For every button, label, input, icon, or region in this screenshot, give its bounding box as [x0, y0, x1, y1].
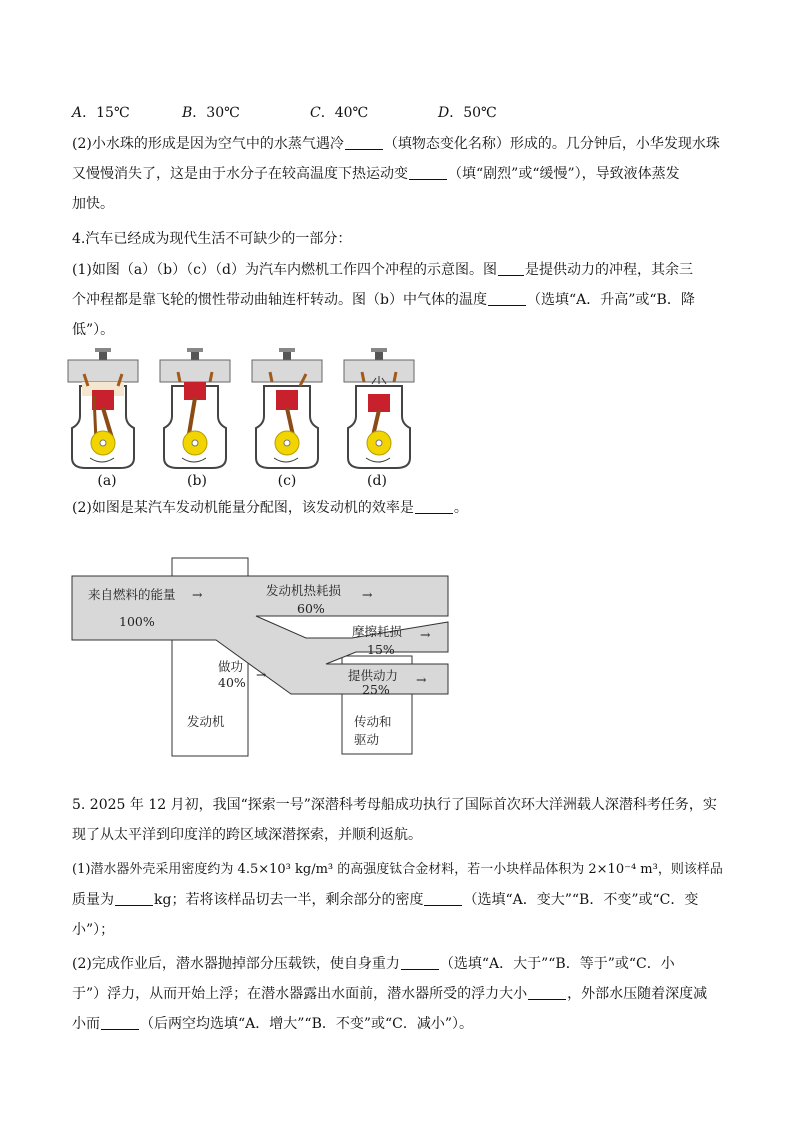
figure-label-c: (c) — [277, 473, 297, 489]
q3-options — [72, 102, 712, 124]
q3-part2-line1: (2)小水珠的形成是因为空气中的水蒸气遇冷 （填物态变化名称）形成的。几分钟后，小华发现水珠 — [72, 136, 720, 152]
power-arrow: → — [416, 672, 427, 687]
q5-part1-line3: 小”）； — [72, 922, 115, 938]
answer-blank[interactable] — [528, 985, 566, 1000]
q5-part2-line1: (2)完成作业后，潜水器抛掉部分压载铁，使自身重力 （选填“A．大于”“B．等于”或“C．小 — [72, 956, 675, 972]
q4-stem: 4.汽车已经成为现代生活不可缺少的一部分： — [72, 231, 352, 247]
power-percent: 25% — [362, 682, 390, 697]
heat-label: 发动机热耗损 — [266, 583, 342, 598]
work-arrow: → — [256, 667, 267, 682]
q5-line2: 现了从太平洋到印度洋的跨区域深潜探索，并顺利返航。 — [72, 827, 422, 843]
q3-part2-line3: 加快。 — [72, 196, 114, 212]
drive-box-label-2: 驱动 — [354, 732, 380, 747]
fuel-arrow: → — [192, 587, 203, 602]
answer-blank[interactable] — [101, 1015, 139, 1030]
q5-part1-line1: (1)潜水器外壳采用密度约为 4.5×10³ kg/m³ 的高强度钛合金材料，若一小块样品体积为 2×10⁻⁴ m³，则该样品 — [72, 862, 723, 877]
q5-line1: 5. 2025 年 12 月初，我国“探索一号”深潜科考母船成功执行了国际首次环大洋洲载人深潜科考任务，实 — [72, 797, 717, 813]
engine-strokes-figure — [66, 346, 406, 496]
fuel-label: 来自燃料的能量 — [88, 587, 176, 602]
work-label: 做功 — [218, 659, 244, 674]
q5-part1-line2: 质量为 kg；若将该样品切去一半，剩余部分的密度 （选填“A．变大”“B．不变”或“C．变 — [72, 892, 699, 908]
option-c: C．40℃ — [310, 105, 369, 121]
q4-part1-line1: (1)如图（a）（b）（c）（d）为汽车内燃机工作四个冲程的示意图。图 是提供动力的冲程，其余三 — [72, 262, 693, 278]
figure-label-b: (b) — [187, 473, 207, 489]
heat-percent: 60% — [297, 601, 325, 616]
friction-label: 摩擦耗损 — [352, 624, 403, 639]
answer-blank[interactable] — [498, 261, 524, 276]
option-b: B．30℃ — [182, 105, 240, 121]
q5-part2-line2: 于”）浮力，从而开始上浮；在潜水器露出水面前，潜水器所受的浮力大小 ，外部水压随着深度减 — [72, 986, 708, 1002]
answer-blank[interactable] — [401, 955, 439, 970]
q5-part2-line3: 小而 （后两空均选填“A．增大”“B．不变”或“C．减小”）。 — [72, 1016, 474, 1032]
answer-blank[interactable] — [424, 891, 462, 906]
power-label: 提供动力 — [348, 668, 399, 683]
energy-flow-diagram — [66, 556, 456, 764]
drive-box-label-1: 传动和 — [354, 714, 392, 729]
friction-percent: 15% — [367, 642, 395, 657]
work-percent: 40% — [218, 675, 246, 690]
option-d: D．50℃ — [438, 105, 497, 121]
q4-part1-line2: 个冲程都是靠飞轮的惯性带动曲轴连杆转动。图（b）中气体的温度 （选填“A．升高”或“B．降 — [72, 292, 695, 308]
figure-label-a: (a) — [97, 473, 117, 489]
figure-label-d: (d) — [367, 473, 387, 489]
option-a: A．15℃ — [72, 105, 130, 121]
answer-blank[interactable] — [115, 891, 153, 906]
answer-blank[interactable] — [488, 291, 526, 306]
answer-blank[interactable] — [345, 135, 383, 150]
fuel-percent: 100% — [119, 614, 155, 629]
engine-box-label: 发动机 — [187, 714, 225, 729]
friction-arrow: → — [420, 627, 431, 642]
q4-part1-line3: 低”）。 — [72, 322, 115, 338]
q4-part2-line: (2)如图是某汽车发动机能量分配图，该发动机的效率是 。 — [72, 500, 468, 516]
q3-part2-line2: 又慢慢消失了，这是由于水分子在较高温度下热运动变 （填“剧烈”或“缓慢”），导致液体蒸发 — [72, 166, 680, 182]
answer-blank[interactable] — [415, 499, 453, 514]
heat-arrow: → — [362, 587, 373, 602]
answer-blank[interactable] — [409, 165, 447, 180]
